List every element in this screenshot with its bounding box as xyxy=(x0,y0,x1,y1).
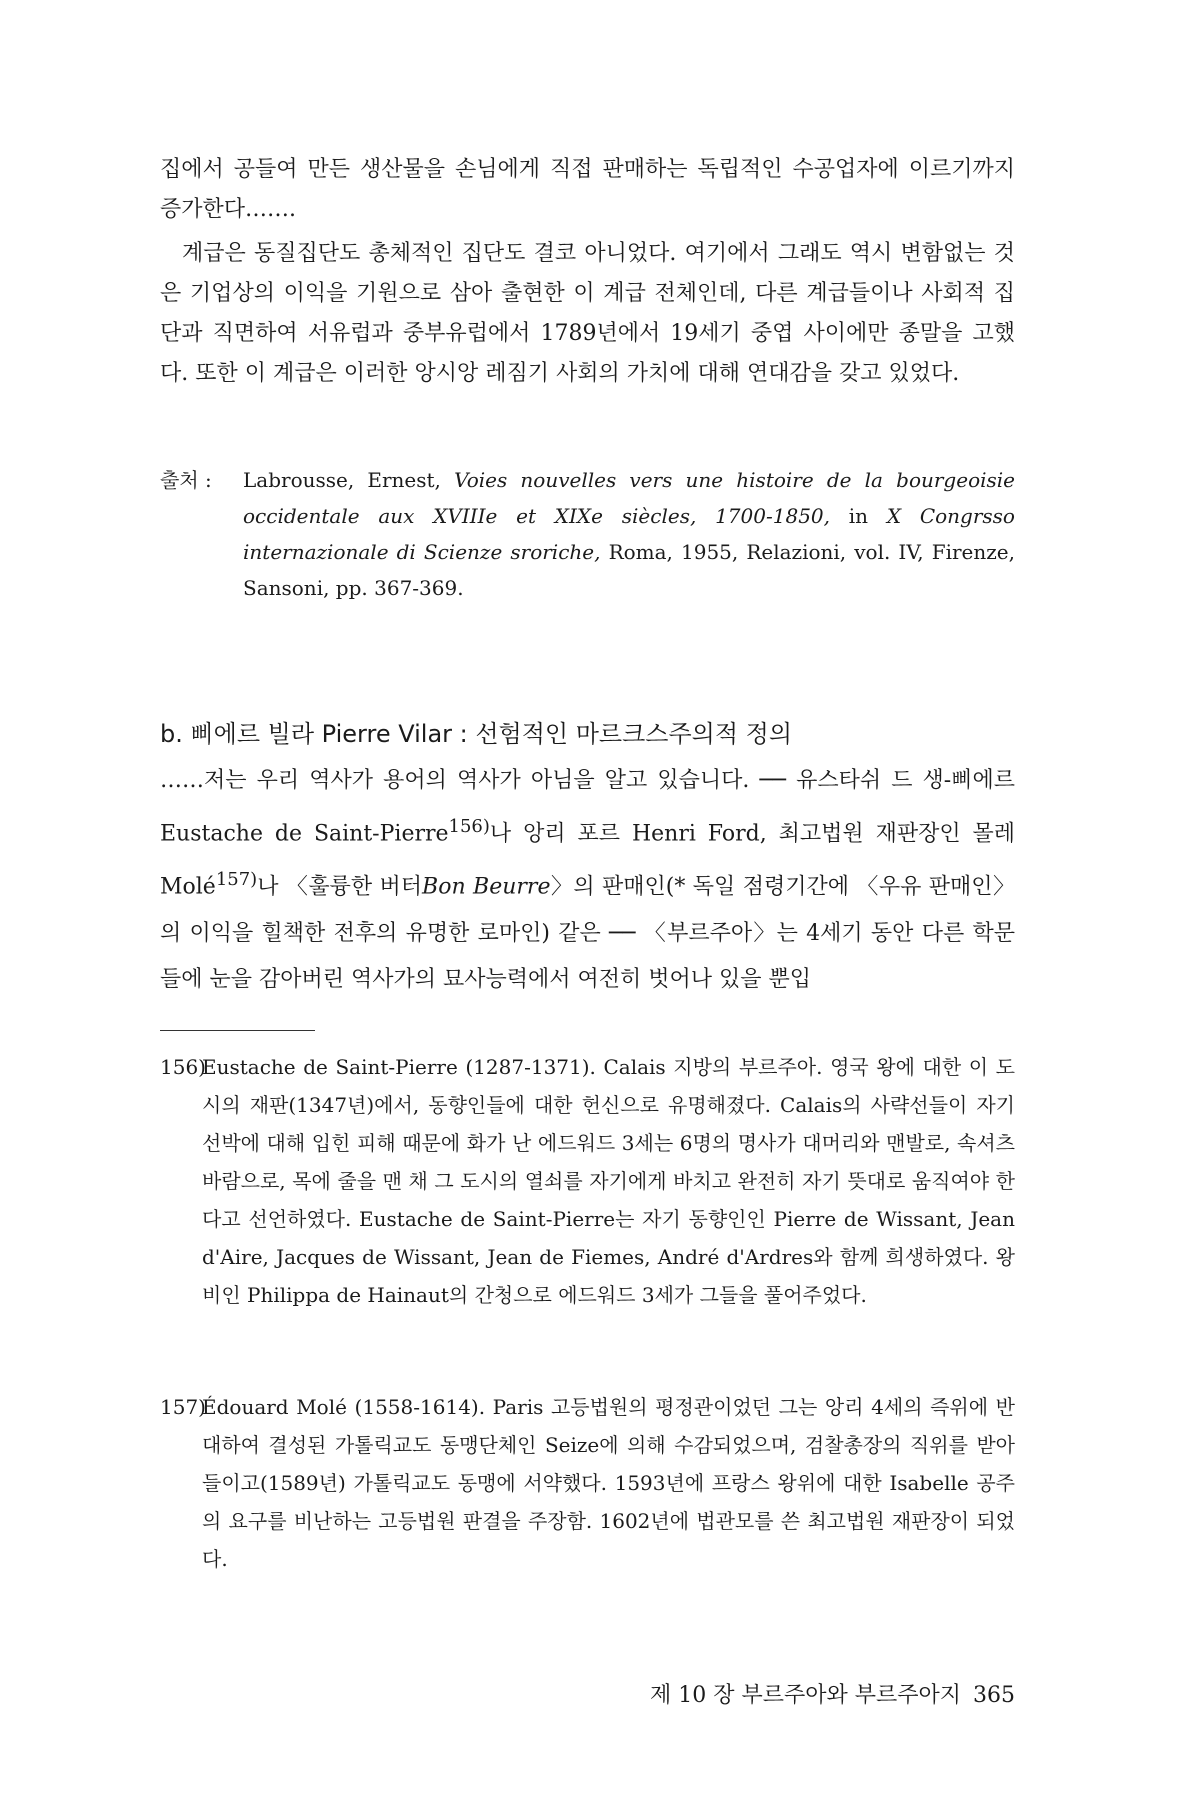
footnote-divider xyxy=(160,1030,315,1031)
paragraph-1: 집에서 공들여 만든 생산물을 손님에게 직접 판매하는 독립적인 수공업자에 이르기까지 증가한다……. xyxy=(160,157,1015,222)
source-label: 출처 : xyxy=(160,468,212,492)
body-text xyxy=(160,150,1015,394)
source-title: Voies nouvelles vers une histoire de la bourgeoisie occidentale aux XVIIIe et XIXe siècles, 1700-1850, xyxy=(243,468,1016,528)
page-number: 365 xyxy=(973,1683,1015,1708)
footnote-text: Édouard Molé (1558-1614). Paris 고등법원의 평정관이었던 그는 앙리 4세의 즉위에 반대하여 결성된 가톨릭교도 동맹단체인 Seize에 의해 수감되었으며, 검찰총장의 직위를 받아들이고(1589년) 가톨릭교도 동맹에 서약했다. 1593년에 프랑스 왕위에 대한 Isabelle 공주의 요구를 비난하는 고등법원 판결을 주장함. 1602년에 법관모를 쓴 최고법원 재판장이 되었다. xyxy=(202,1395,1015,1571)
section-text-4: 〉의 판매인(* 독일 점령기간에 〈우유 판매인〉의 이익을 힐책한 전후의 유명한 로마인) 같은 ── 〈부르주아〉는 4세기 동안 다른 학문들에 눈을 감아버린 역사가의 묘사능력에서 여전히 벗어나 있을 뿐입 xyxy=(160,874,1015,992)
footnote-number: 157) xyxy=(160,1395,206,1419)
section-text-3: 나 〈훌륭한 버터 xyxy=(257,874,423,900)
source-author: Labrousse, Ernest, xyxy=(243,468,441,492)
source-conference: X Congrsso internazionale di Scienze sroriche, xyxy=(243,504,1015,564)
section-heading: b. 삐에르 빌라 Pierre Vilar : 선험적인 마르크스주의적 정의 xyxy=(160,720,793,748)
chapter-title: 제 10 장 부르주아와 부르주아지 xyxy=(650,1683,961,1708)
footnote-156 xyxy=(160,1048,1015,1314)
section-body xyxy=(160,758,1015,1003)
bon-beurre-italic: Bon Beurre xyxy=(422,874,551,900)
source-in: in xyxy=(848,504,869,528)
paragraph-2: 계급은 동질집단도 총체적인 집단도 결코 아니었다. 여기에서 그래도 역시 변함없는 것은 기업상의 이익을 기원으로 삼아 출현한 이 계급 전체인데, 다른 계급들이나 사회적 집단과 직면하여 서유럽과 중부유럽에서 1789년에서 19세기 중엽 사이에만 종말을 고했다. 또한 이 계급은 이러한 앙시앙 레짐기 사회의 가치에 대해 연대감을 갖고 있었다. xyxy=(160,241,1015,386)
page-footer xyxy=(650,1678,1015,1709)
footnote-ref-156[interactable]: 156) xyxy=(448,816,490,837)
footnote-number: 156) xyxy=(160,1055,206,1079)
source-body xyxy=(243,462,1015,606)
footnote-ref-157[interactable]: 157) xyxy=(215,869,258,891)
source-citation xyxy=(160,462,1015,606)
source-publication: Roma, 1955, Relazioni, vol. IV, Firenze, Sansoni, pp. 367-369. xyxy=(243,540,1015,600)
section-text-1: ……저는 우리 역사가 용어의 역사가 아님을 알고 있습니다. ── 유스타쉬 드 생-삐에르 Eustache de Saint-Pierre xyxy=(160,768,1015,847)
footnote-157 xyxy=(160,1388,1015,1578)
section-text-2: 나 앙리 포르 Henri Ford, 최고법원 재판장인 몰레 Molé xyxy=(160,821,1016,900)
footnote-text: Eustache de Saint-Pierre (1287-1371). Calais 지방의 부르주아. 영국 왕에 대한 이 도시의 재판(1347년)에서, 동향인들에 대한 헌신으로 유명해졌다. Calais의 사략선들이 자기 선박에 대해 입힌 피해 때문에 화가 난 에드워드 3세는 6명의 명사가 대머리와 맨발로, 속셔츠 바람으로, 목에 줄을 맨 채 그 도시의 열쇠를 자기에게 바치고 완전히 자기 뜻대로 움직여야 한다고 선언하였다. Eustache de Saint-Pierre는 자기 동향인인 Pierre de Wissant, Jean d'Aire, Jacques de Wissant, Jean de Fiemes, André d'Ardres와 함께 희생하였다. 왕비인 Philippa de Hainaut의 간청으로 에드워드 3세가 그들을 풀어주었다. xyxy=(202,1055,1015,1307)
